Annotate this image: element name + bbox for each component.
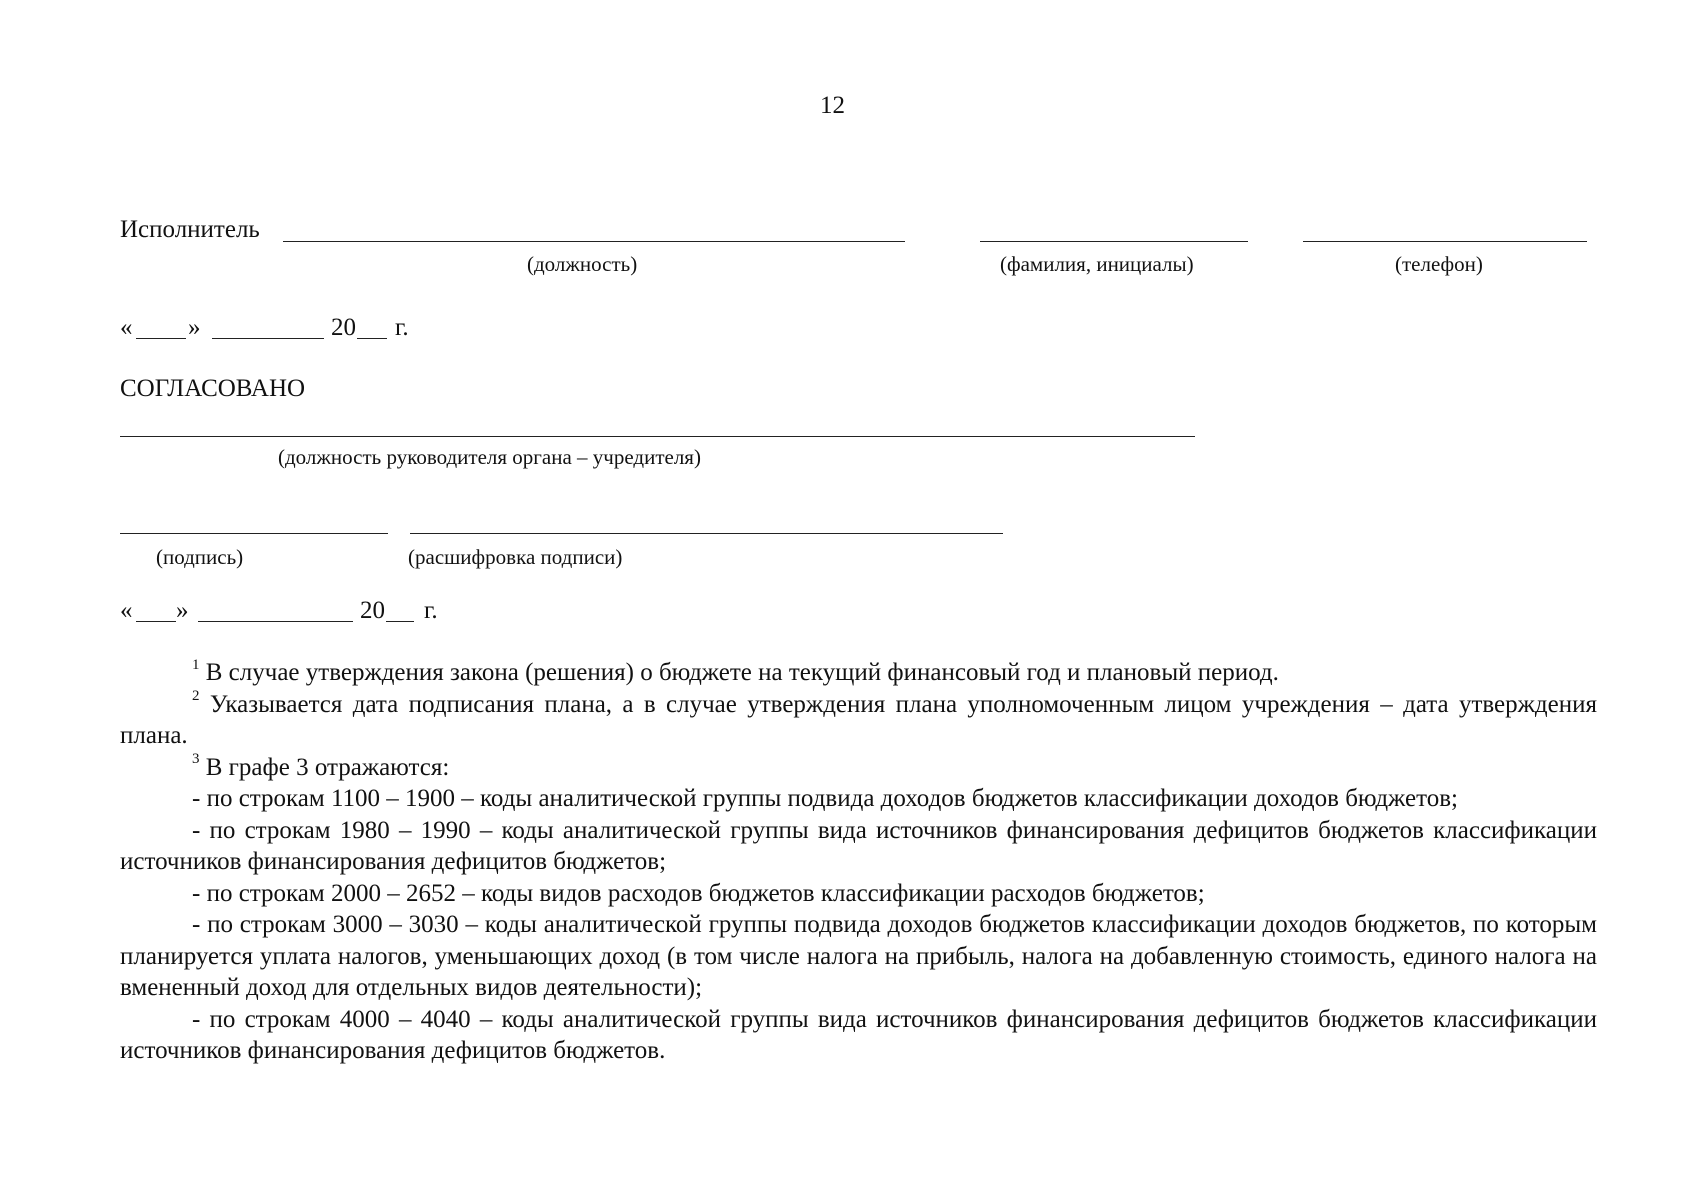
executor-label: Исполнитель	[120, 216, 260, 243]
footnote-item-text: - по строкам 1100 – 1900 – коды аналитической группы подвида доходов бюджетов классификации доходов бюджетов;	[192, 785, 1458, 812]
footnote-3-item	[120, 1004, 1597, 1067]
footnote-3-item	[120, 815, 1597, 878]
footnote-2	[120, 689, 1597, 752]
date1-year-suffix: г.	[395, 314, 409, 341]
head-position-line	[120, 436, 1195, 437]
date1-day-line	[136, 338, 186, 339]
executor-phone-line	[1303, 241, 1587, 242]
caption-name: (фамилия, инициалы)	[1000, 252, 1194, 276]
caption-signature-decoding: (расшифровка подписи)	[408, 545, 623, 569]
caption-signature: (подпись)	[156, 545, 244, 569]
date1-year-line	[357, 338, 387, 339]
agreed-heading: СОГЛАСОВАНО	[120, 375, 306, 402]
executor-position-line	[283, 241, 905, 242]
footnote-marker: 3	[192, 751, 200, 768]
footnote-3-item	[120, 909, 1597, 1004]
footnote-3-item	[120, 783, 1597, 815]
footnote-3-item	[120, 878, 1597, 910]
footnote-3	[120, 752, 1597, 784]
page-number: 12	[820, 92, 845, 119]
date2-month-line	[198, 621, 353, 622]
date1-close-quote: »	[188, 314, 201, 341]
footnote-text: В случае утверждения закона (решения) о бюджете на текущий финансовый год и плановый период.	[199, 659, 1279, 686]
caption-position: (должность)	[527, 252, 638, 276]
executor-name-line	[980, 241, 1248, 242]
date2-year-line	[386, 621, 414, 622]
date2-day-line	[136, 621, 176, 622]
signature-decoding-line	[410, 533, 1003, 534]
footnote-item-text: - по строкам 4000 – 4040 – коды аналитической группы вида источников финансирования дефицитов бюджетов классификации источников финансирования дефицитов бюджетов.	[120, 1005, 1597, 1064]
footnote-1	[120, 657, 1597, 689]
date2-year-suffix: г.	[424, 597, 438, 624]
footnote-item-text: - по строкам 3000 – 3030 – коды аналитической группы подвида доходов бюджетов классификации доходов бюджетов, по которым планируется уплата налогов, уменьшающих доход (в том числе налога на прибыль, налога на добавленную стоимость, единого налога на вмененный доход для отдельных видов деятельности);	[120, 911, 1597, 1001]
caption-phone: (телефон)	[1395, 252, 1483, 276]
footnote-item-text: - по строкам 2000 – 2652 – коды видов расходов бюджетов классификации расходов бюджетов;	[192, 879, 1205, 907]
footnote-marker: 2	[192, 688, 200, 705]
date1-open-quote: «	[120, 314, 133, 341]
date2-year: 20	[360, 597, 385, 624]
signature-line	[120, 533, 388, 534]
caption-head-position: (должность руководителя органа – учредителя)	[278, 445, 701, 469]
footnote-item-text: - по строкам 1980 – 1990 – коды аналитической группы вида источников финансирования дефицитов бюджетов классификации источников финансирования дефицитов бюджетов;	[120, 816, 1597, 875]
footnote-marker: 1	[192, 656, 200, 673]
date1-year: 20	[331, 314, 356, 341]
date2-close-quote: »	[176, 597, 189, 624]
footnotes	[120, 657, 1597, 1067]
date1-month-line	[212, 338, 324, 339]
footnote-text: В графе 3 отражаются:	[199, 753, 450, 781]
date2-open-quote: «	[120, 597, 133, 624]
footnote-text: Указывается дата подписания плана, а в случае утверждения плана уполномоченным лицом учреждения – дата утверждения плана.	[120, 690, 1597, 749]
